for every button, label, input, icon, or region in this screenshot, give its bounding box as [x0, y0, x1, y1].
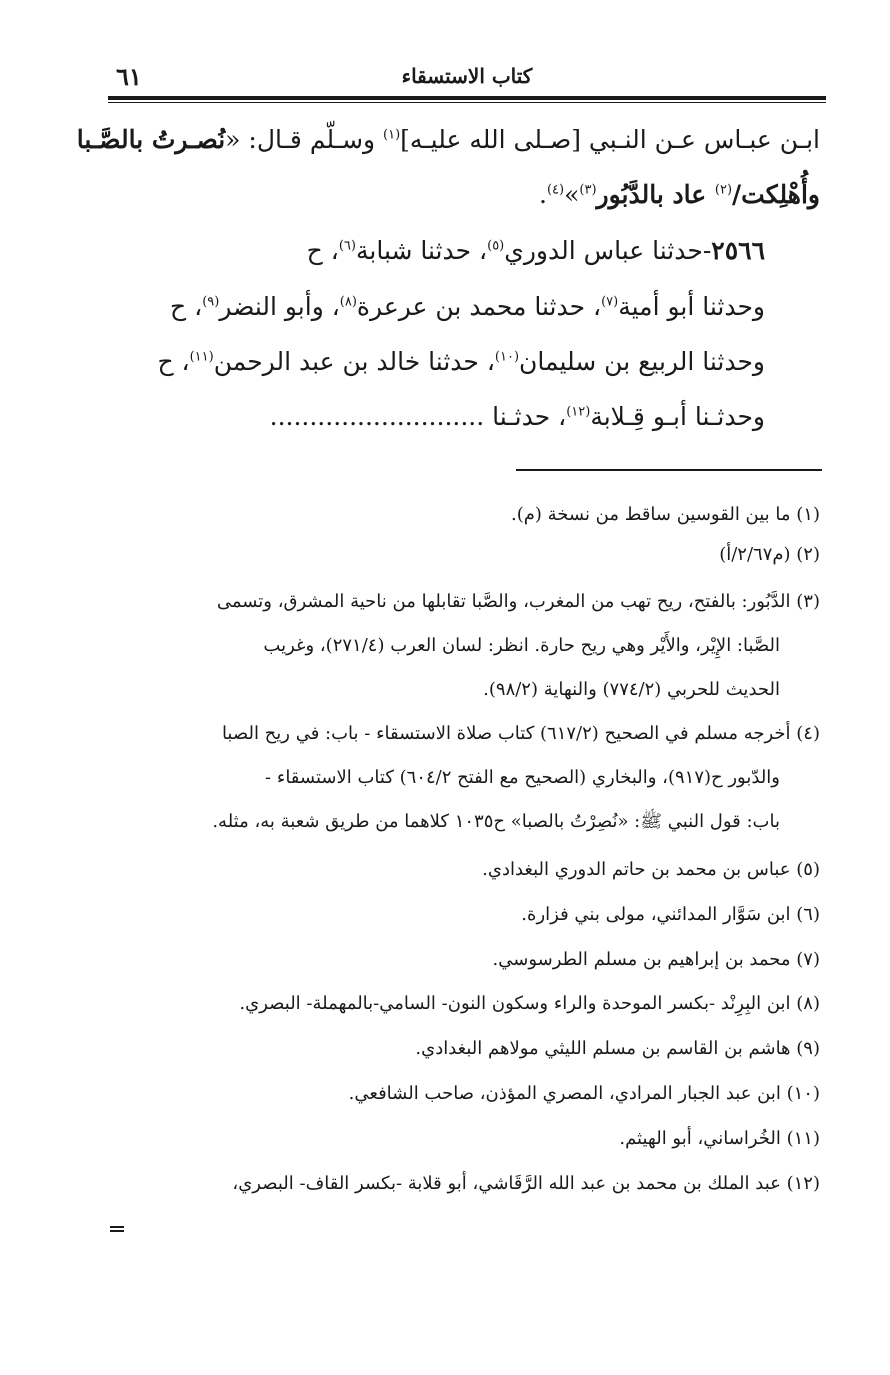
- text-run: ، حدثـنا: [484, 402, 567, 431]
- text-run: وحدثـنا أبـو قِـلابة: [590, 402, 765, 431]
- text-run: ، وأبو النضر: [219, 292, 340, 321]
- footnote-11: (١١) الخُراساني، أبو الهيثم.: [619, 1128, 820, 1149]
- text-run: ، ح: [306, 236, 339, 265]
- text-run: ، حدثنا شبابة: [355, 236, 488, 265]
- footnote-6: (٦) ابن سَوَّار المدائني، مولى بني فزارة.: [521, 904, 820, 925]
- footnote-ref: (٨): [339, 294, 357, 310]
- footnote-4: (٤) أخرجه مسلم في الصحيح (٦١٧/٢) كتاب صلاة الاستسقاء - باب: في ريح الصبا: [221, 723, 820, 744]
- footnote-ref: (١٢): [566, 404, 591, 420]
- ellipsis-dots: ...........................: [269, 402, 485, 431]
- header-rule-thick: [108, 96, 826, 100]
- footnote-ref: (١٠): [494, 349, 520, 365]
- footnote-ref: (٣): [579, 182, 597, 198]
- footnote-4-cont: باب: قول النبي ﷺ: «نُصِرْتُ بالصبا» ح١٠٣٥ كلاهما من طريق شعبة به، مثله.: [212, 811, 780, 832]
- body-line-6: [270, 402, 765, 432]
- footnote-10: (١٠) ابن عبد الجبار المرادي، المصري المؤذن، صاحب الشافعي.: [348, 1083, 820, 1104]
- text-run: وسـلّم قـال: «: [225, 125, 384, 154]
- text-run: -حدثنا عباس الدوري: [504, 236, 712, 265]
- body-line-4: [170, 292, 765, 322]
- text-run: ، حدثنا محمد بن عرعرة: [356, 292, 602, 321]
- running-header: [108, 62, 826, 98]
- hadith-text-bold: نُصـرتُ بالصَّـبا: [76, 125, 226, 154]
- footnote-separator: [516, 469, 822, 471]
- page-number: ٦١: [116, 62, 142, 91]
- footnote-ref: (٧): [601, 294, 619, 310]
- body-line-2: [539, 180, 820, 210]
- text-run: وحدثنا الربيع بن سليمان: [519, 347, 765, 376]
- footnote-ref: (٥): [487, 238, 505, 254]
- hadith-text-bold: وأُهْلِكت/: [732, 180, 820, 209]
- footnote-7: (٧) محمد بن إبراهيم بن مسلم الطرسوسي.: [492, 949, 820, 970]
- footnote-ref: (٢): [714, 182, 733, 198]
- body-line-5: [157, 347, 765, 377]
- footnote-ref: (٦): [338, 238, 356, 254]
- footnote-1: (١) ما بين القوسين ساقط من نسخة (م).: [510, 504, 820, 525]
- text-run: وحدثنا أبو أمية: [618, 292, 765, 321]
- hadith-number: ٢٥٦٦: [711, 236, 765, 265]
- footnote-3: (٣) الدَّبُور: بالفتح، ريح تهب من المغرب، والصَّبا تقابلها من ناحية المشرق، وتسمى: [216, 591, 820, 612]
- hadith-number-line: [307, 236, 765, 266]
- text-run: »: [564, 180, 580, 209]
- hadith-text-bold: عاد بالدَّبُور: [596, 180, 715, 209]
- chapter-title: كتاب الاستسقاء: [401, 64, 533, 88]
- text-run: ابـن عبـاس عـن النـبي [صـلى الله عليـه]: [400, 125, 820, 154]
- footnote-ref: (٩): [202, 294, 220, 310]
- footnote-9: (٩) هاشم بن القاسم بن مسلم الليثي مولاهم البغدادي.: [415, 1038, 820, 1059]
- footnote-12: (١٢) عبد الملك بن محمد بن عبد الله الرَّقَاشي، أبو قلابة -بكسر القاف- البصري،: [232, 1173, 820, 1194]
- footnote-3-cont: الحديث للحربي (٧٧٤/٢) والنهاية (٩٨/٢).: [483, 679, 780, 700]
- footnote-4-cont: والدّبور ح(٩١٧)، والبخاري (الصحيح مع الفتح ٦٠٤/٢) كتاب الاستسقاء -: [265, 767, 780, 788]
- text-run: ، ح: [170, 292, 203, 321]
- footnote-8: (٨) ابن البِرِنْد -بكسر الموحدة والراء وسكون النون- السامي-بالمهملة- البصري.: [239, 993, 820, 1014]
- continuation-mark: [110, 1226, 124, 1232]
- footnote-ref: (٤): [546, 182, 565, 198]
- text-run: .: [539, 180, 547, 209]
- text-run: ، حدثنا خالد بن عبد الرحمن: [213, 347, 495, 376]
- footnote-ref: (١١): [189, 349, 214, 365]
- footnote-3-cont: الصَّبا: الإِيْر، والأَيْر وهي ريح حارة. انظر: لسان العرب (٢٧١/٤)، وغريب: [263, 635, 780, 656]
- footnote-5: (٥) عباس بن محمد بن حاتم الدوري البغدادي.: [482, 859, 820, 880]
- header-rule-thin: [108, 102, 826, 103]
- footnote-ref: (١): [383, 127, 401, 143]
- body-line-1: [77, 125, 820, 155]
- footnote-2: (٢) (م٢/٦٧/أ): [719, 544, 820, 565]
- text-run: ، ح: [157, 347, 190, 376]
